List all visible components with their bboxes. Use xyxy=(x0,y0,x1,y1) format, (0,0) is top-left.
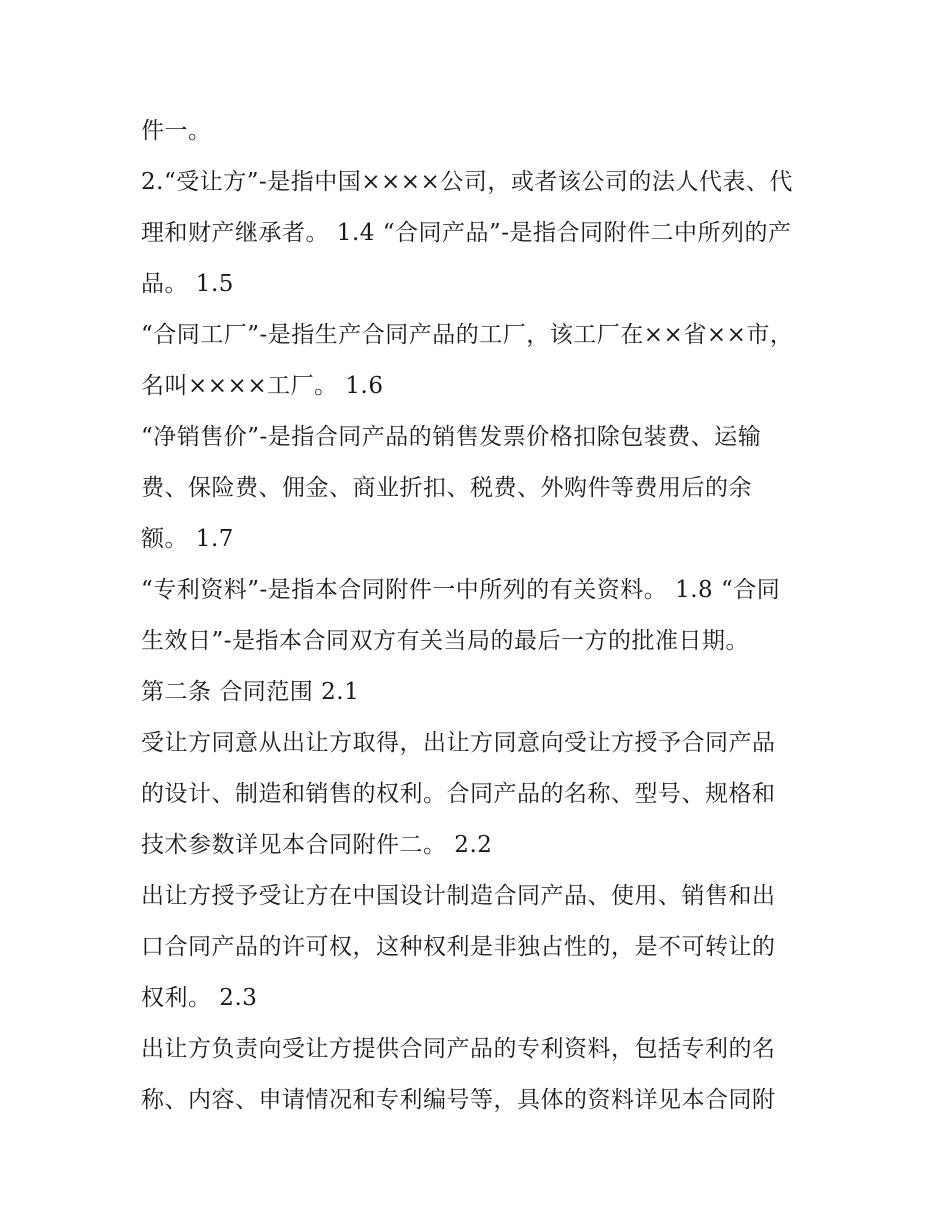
text-line: 2.“受让方”-是指中国××××公司，或者该公司的法人代表、代 xyxy=(141,169,793,195)
text-line: 额。 1.7 xyxy=(141,526,234,552)
text-line: 口合同产品的许可权，这种权利是非独占性的，是不可转让的 xyxy=(141,934,776,960)
text-line: “净销售价”-是指合同产品的销售发票价格扣除包装费、运输 xyxy=(141,424,762,450)
text-line: 权利。 2.3 xyxy=(141,985,258,1011)
text-line: 技术参数详见本合同附件二。 2.2 xyxy=(141,832,493,858)
text-line: 生效日”-是指本合同双方有关当局的最后一方的批准日期。 xyxy=(141,628,750,654)
text-line: “合同工厂”-是指生产合同产品的工厂，该工厂在××省××市， xyxy=(141,322,794,348)
text-line: 出让方负责向受让方提供合同产品的专利资料，包括专利的名 xyxy=(141,1036,776,1062)
text-line: 出让方授予受让方在中国设计制造合同产品、使用、销售和出 xyxy=(141,883,776,909)
text-line: 件一。 xyxy=(141,118,212,144)
text-line: 费、保险费、佣金、商业折扣、税费、外购件等费用后的余 xyxy=(141,475,752,501)
text-line: “专利资料”-是指本合同附件一中所列的有关资料。 1.8 “合同 xyxy=(141,577,781,603)
section-heading: 第二条 合同范围 2.1 xyxy=(141,679,360,705)
text-line: 受让方同意从出让方取得，出让方同意向受让方授予合同产品 xyxy=(141,730,776,756)
text-line: 名叫××××工厂。 1.6 xyxy=(141,373,384,399)
document-body xyxy=(141,106,821,1126)
text-line: 称、内容、申请情况和专利编号等，具体的资料详见本合同附 xyxy=(141,1087,776,1113)
text-line: 品。 1.5 xyxy=(141,271,234,297)
text-line: 的设计、制造和销售的权利。合同产品的名称、型号、规格和 xyxy=(141,781,776,807)
text-line: 理和财产继承者。 1.4 “合同产品”-是指合同附件二中所列的产 xyxy=(141,220,792,246)
